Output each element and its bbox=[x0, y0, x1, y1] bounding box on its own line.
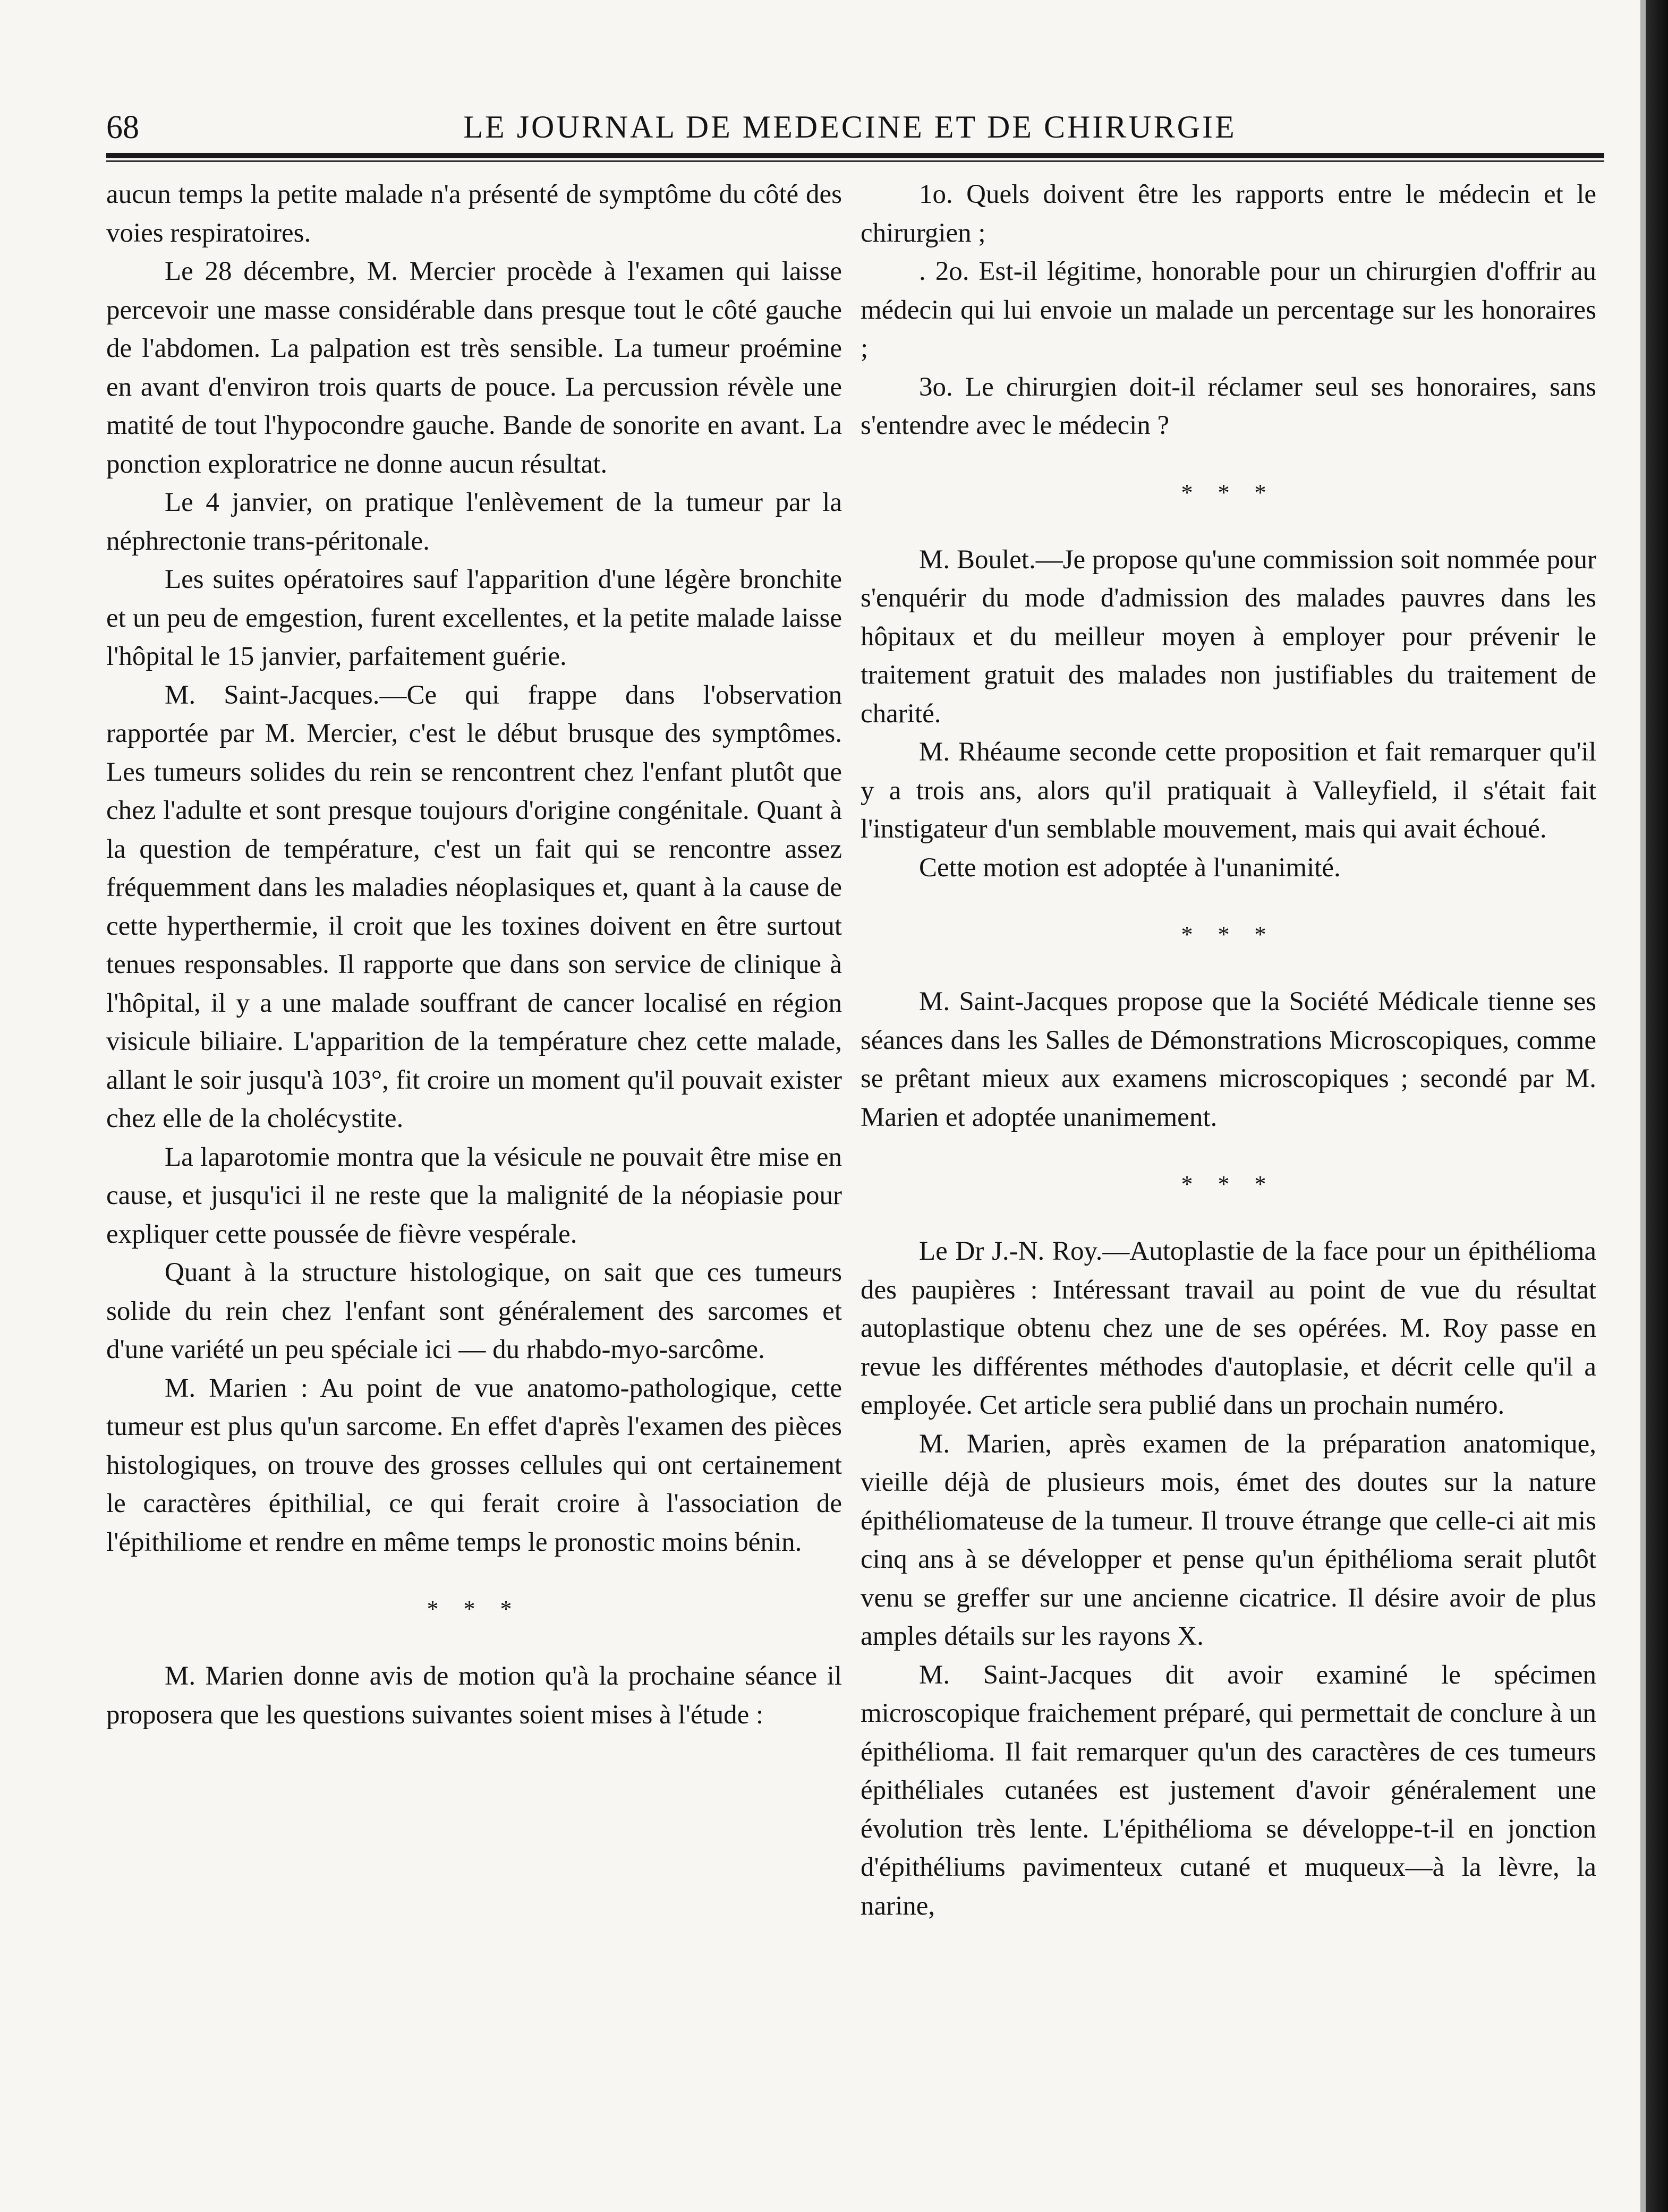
paragraph: Les suites opératoires sauf l'apparition d'une légère bronchite et un peu de emgestion, furent excellentes, et la petite malade laisse l'hôpital le 15 janvier, parfaitement guérie. bbox=[106, 565, 842, 671]
page-header bbox=[106, 109, 1594, 157]
right-column bbox=[861, 175, 1596, 1925]
asterism: * * * bbox=[1181, 479, 1276, 506]
section-separator bbox=[861, 887, 1596, 983]
header-rule bbox=[106, 153, 1604, 158]
left-column bbox=[106, 175, 842, 1734]
paragraph: La laparotomie montra que la vésicule ne pouvait être mise en cause, et jusqu'ici il ne reste que la malignité de la néopiasie pour expliquer cette poussée de fièvre vespérale. bbox=[106, 1142, 842, 1249]
paragraph: . 2o. Est-il légitime, honorable pour un chirurgien d'offrir au médecin qui lui envoie un malade un percentage sur les honoraires ; bbox=[861, 257, 1596, 363]
paragraph: M. Saint-Jacques dit avoir examiné le spécimen microscopique fraichement préparé, qui permettait de conclure à un épithélioma. Il fait remarquer qu'un des caractères de ces tumeurs épithéliales cutanées est justement d'avoir généralement une évolution très lente. L'épithélioma se développe-t-il en jonction d'épithéliums pavimenteux cutané et muqueux—à la lèvre, la narine, bbox=[861, 1660, 1596, 1921]
page-number: 68 bbox=[106, 109, 139, 146]
section-separator bbox=[106, 1561, 842, 1657]
header-rule-thin bbox=[106, 160, 1604, 162]
paragraph: M. Rhéaume seconde cette proposition et fait remarquer qu'il y a trois ans, alors qu'il pratiquait à Valleyfield, il s'était fait l'instigateur d'un semblable mouvement, mais qui avait échoué. bbox=[861, 737, 1596, 844]
asterism: * * * bbox=[1181, 1171, 1276, 1197]
paragraph: aucun temps la petite malade n'a présenté de symptôme du côté des voies respiratoires. bbox=[106, 180, 842, 248]
paragraph: Le 28 décembre, M. Mercier procède à l'examen qui laisse percevoir une masse considérable dans presque tout le côté gauche de l'abdomen. La palpation est très sensible. La tumeur proémine en avant d'environ trois quarts de pouce. La percussion révèle une matité de tout l'hypocondre gauche. Bande de sonorite en avant. La ponction exploratrice ne donne aucun résultat. bbox=[106, 257, 842, 479]
paragraph: M. Boulet.—Je propose qu'une commission soit nommée pour s'enquérir du mode d'admission des malades pauvres dans les hôpitaux et du meilleur moyen à employer pour prévenir le traitement gratuit des malades non justifiables du traitement de charité. bbox=[861, 544, 1596, 729]
paragraph: Quant à la structure histologique, on sait que ces tumeurs solide du rein chez l'enfant sont généralement des sarcomes et d'une variété un peu spéciale ici — du rhabdo-myo-sarcôme. bbox=[106, 1258, 842, 1364]
section-separator bbox=[861, 445, 1596, 541]
asterism: * * * bbox=[427, 1596, 522, 1622]
paragraph: Cette motion est adoptée à l'unanimité. bbox=[919, 852, 1341, 883]
paragraph: 1o. Quels doivent être les rapports entre le médecin et le chirurgien ; bbox=[861, 180, 1596, 248]
scan-border-shadow bbox=[1640, 0, 1646, 2212]
section-separator bbox=[861, 1137, 1596, 1232]
paragraph: 3o. Le chirurgien doit-il réclamer seul ses honoraires, sans s'entendre avec le médecin ? bbox=[861, 372, 1596, 440]
scan-border bbox=[1646, 0, 1668, 2212]
paragraph: Le 4 janvier, on pratique l'enlèvement de la tumeur par la néphrectonie trans-péritonale. bbox=[106, 488, 842, 556]
paragraph: Le Dr J.-N. Roy.—Autoplastie de la face pour un épithélioma des paupières : Intéressant travail au point de vue du résultat autoplastique obtenu chez une de ses opérées. M. Roy passe en revue les différentes méthodes d'autoplasie, et décrit celle qu'il a employée. Cet article sera publié dans un prochain numéro. bbox=[861, 1236, 1596, 1420]
asterism: * * * bbox=[1181, 921, 1276, 947]
paragraph: M. Marien donne avis de motion qu'à la prochaine séance il proposera que les questions suivantes soient mises à l'étude : bbox=[106, 1661, 842, 1730]
paragraph: M. Marien, après examen de la préparation anatomique, vieille déjà de plusieurs mois, émet des doutes sur la nature épithéliomateuse de la tumeur. Il trouve étrange que celle-ci ait mis cinq ans à se développer et pense qu'un épithélioma serait plutôt venu se greffer sur une ancienne cicatrice. Il désire avoir de plus amples détails sur les rayons X. bbox=[861, 1429, 1596, 1651]
running-title: LE JOURNAL DE MEDECINE ET DE CHIRURGIE bbox=[463, 109, 1237, 144]
paragraph: M. Saint-Jacques propose que la Société Médicale tienne ses séances dans les Salles de Démonstrations Microscopiques, comme se prêtant mieux aux examens microscopiques ; secondé par M. Marien et adoptée unanimement. bbox=[861, 987, 1596, 1132]
paragraph: M. Marien : Au point de vue anatomo-pathologique, cette tumeur est plus qu'un sarcome. En effet d'après l'examen des pièces histologiques, on trouve des grosses cellules qui ont certainement le caractères épithilial, ce qui ferait croire à l'association de l'épithiliome et rendre en même temps le pronostic moins bénin. bbox=[106, 1373, 842, 1557]
paragraph: M. Saint-Jacques.—Ce qui frappe dans l'observation rapportée par M. Mercier, c'est le début brusque des symptômes. Les tumeurs solides du rein se rencontrent chez l'enfant plutôt que chez l'adulte et sont presque toujours d'origine congénitale. Quant à la question de température, c'est un fait qui se rencontre assez fréquemment dans les maladies néoplasiques et, quant à la cause de cette hyperthermie, il croit que les toxines doivent en être surtout tenues responsables. Il rapporte que dans son service de clinique à l'hôpital, il y a une malade souffrant de cancer localisé en région visicule biliaire. L'apparition de la température chez cette malade, allant le soir jusqu'à 103°, fit croire un moment qu'il pouvait exister chez elle de la cholécystite. bbox=[106, 680, 842, 1133]
